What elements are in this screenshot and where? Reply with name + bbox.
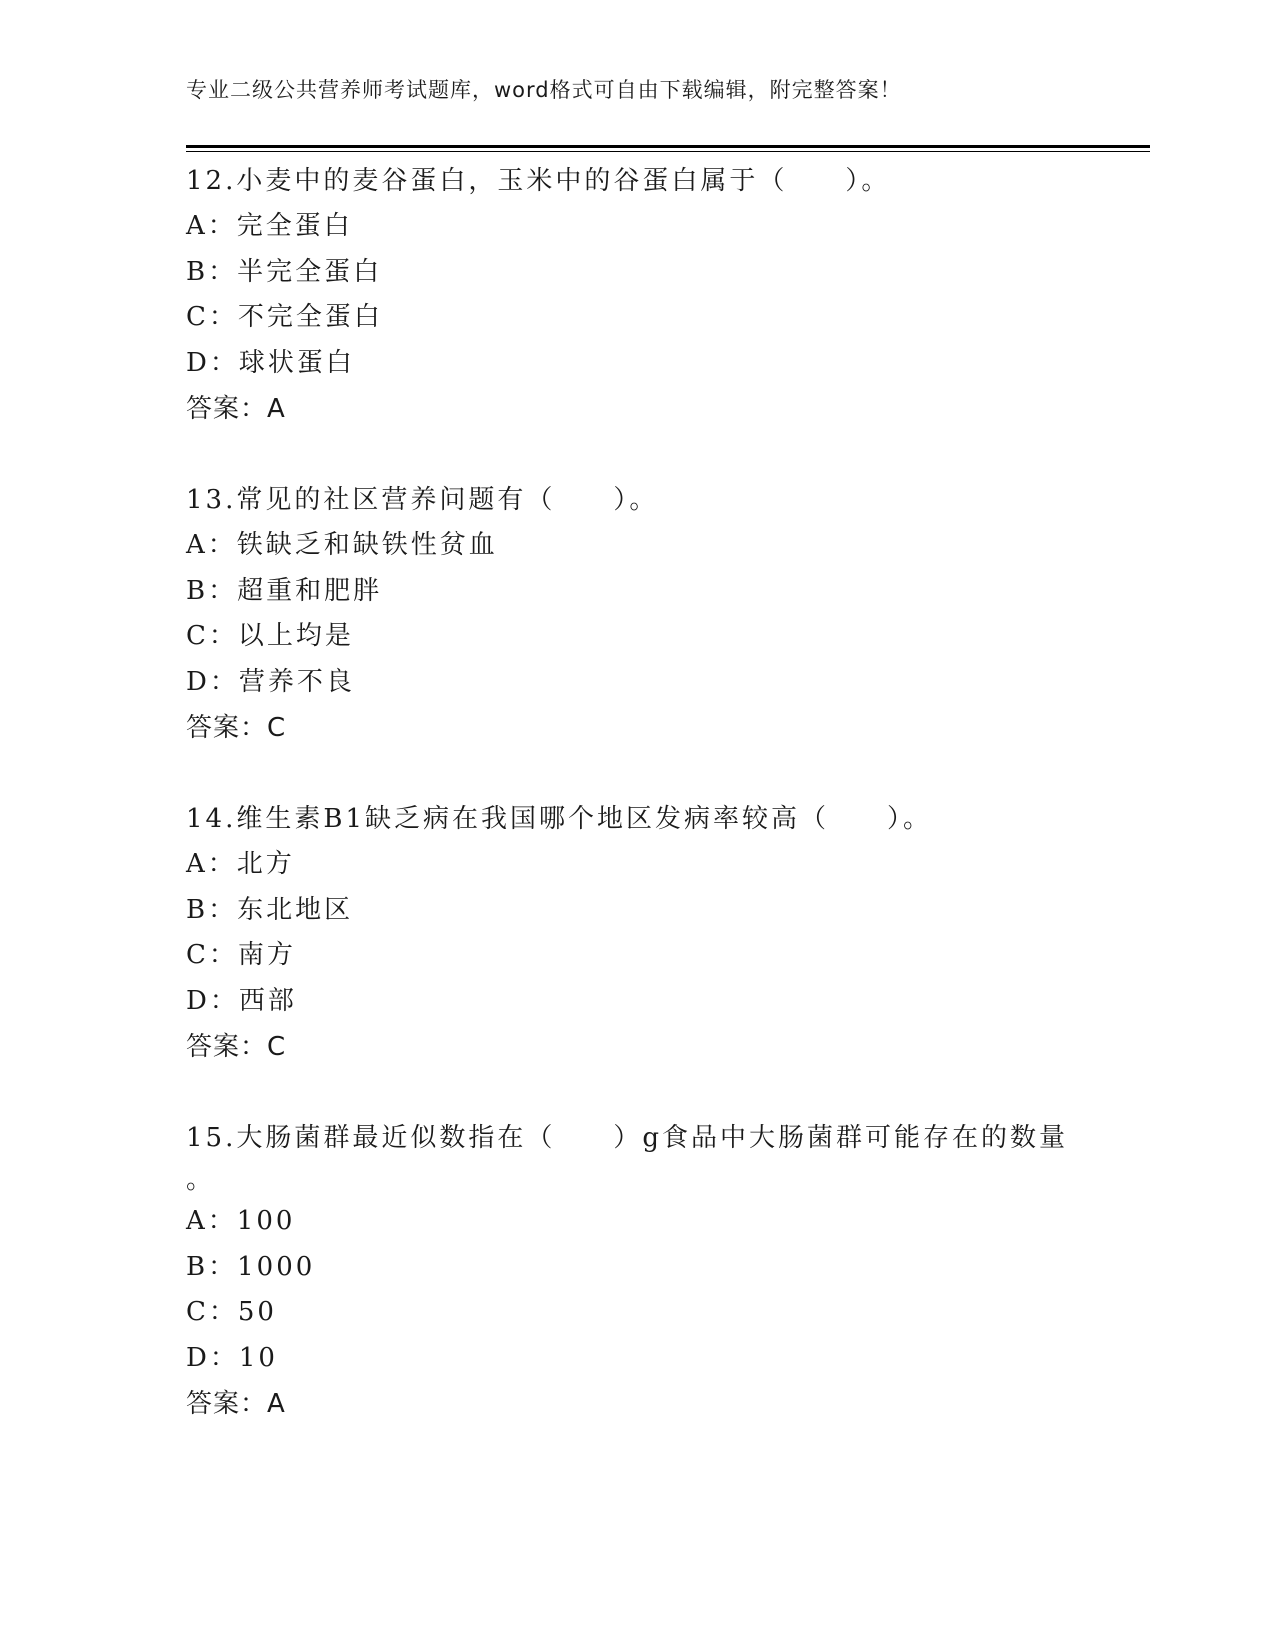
option-c: C：50 (186, 1297, 277, 1327)
question-list (186, 158, 1086, 1427)
header-rule-thick (186, 145, 1150, 148)
option-b: B：东北地区 (186, 894, 354, 925)
question-spacer (186, 1070, 1086, 1115)
answer-line: 答案：A (186, 1389, 286, 1419)
question-14 (186, 796, 1086, 1070)
question-stem-continuation: 。 (186, 1165, 213, 1195)
option-d: D：10 (186, 1342, 278, 1373)
answer-line: 答案：C (186, 1032, 287, 1062)
option-c: C：南方 (186, 940, 296, 970)
question-stem: 15.大肠菌群最近似数指在（ ）g食品中大肠菌群可能存在的数量 (186, 1123, 1068, 1153)
option-b: B：半完全蛋白 (186, 256, 383, 287)
option-c: C：不完全蛋白 (186, 302, 383, 332)
question-stem: 13.常见的社区营养问题有（ ）。 (186, 485, 659, 515)
answer-line: 答案：C (186, 713, 287, 743)
question-stem: 14.维生素B1缺乏病在我国哪个地区发病率较高（ ）。 (186, 804, 932, 834)
option-d: D：球状蛋白 (186, 347, 355, 378)
option-d: D：营养不良 (186, 666, 355, 697)
header-rule-thin (186, 151, 1150, 152)
question-12 (186, 158, 1086, 432)
option-a: A：铁缺乏和缺铁性贫血 (186, 530, 498, 560)
question-spacer (186, 751, 1086, 796)
question-stem: 12.小麦中的麦谷蛋白，玉米中的谷蛋白属于（ ）。 (186, 166, 891, 196)
option-a: A：完全蛋白 (186, 211, 353, 241)
answer-line: 答案：A (186, 394, 286, 424)
option-b: B：超重和肥胖 (186, 575, 383, 606)
question-spacer (186, 432, 1086, 477)
option-a: A：北方 (186, 849, 295, 879)
option-a: A：100 (186, 1206, 296, 1236)
option-d: D：西部 (186, 985, 297, 1016)
question-15 (186, 1115, 1086, 1427)
page-header: 专业二级公共营养师考试题库，word格式可自由下载编辑，附完整答案！ (186, 78, 902, 102)
option-b: B：1000 (186, 1251, 316, 1282)
question-13 (186, 477, 1086, 751)
option-c: C：以上均是 (186, 621, 354, 651)
